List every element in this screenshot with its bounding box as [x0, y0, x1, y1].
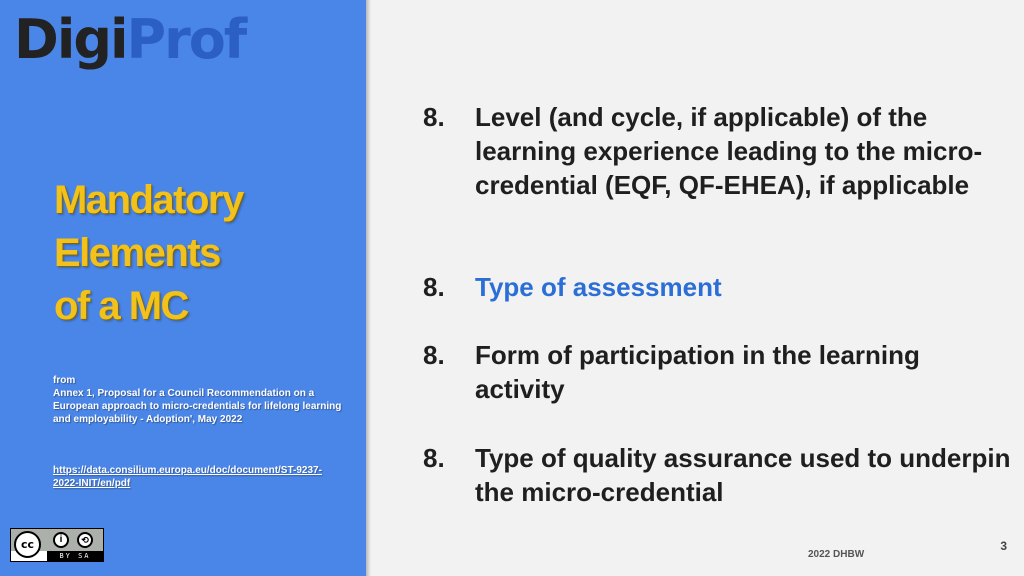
license-label: BY SA	[47, 551, 103, 561]
cc-icon: cc	[14, 531, 41, 558]
item-text: Level (and cycle, if applicable) of the learning experience leading to the micro-credential (EQF, QF-EHEA), if applicable	[475, 102, 983, 200]
title-line-1: Mandatory	[54, 178, 243, 222]
item-text: Form of participation in the learning activity	[475, 340, 920, 404]
source-from: from	[53, 375, 76, 386]
panel-divider	[366, 0, 371, 576]
item-text: Type of quality assurance used to underpin the micro-credential	[475, 443, 1011, 507]
title-line-2: Elements	[54, 231, 220, 275]
page-number: 3	[1000, 539, 1007, 553]
item-number: 8.	[423, 443, 445, 473]
digiprof-logo	[14, 4, 245, 76]
item-number: 8.	[423, 340, 445, 370]
by-icon: i	[53, 532, 69, 548]
item-number: 8.	[423, 272, 445, 302]
source-citation	[53, 374, 343, 426]
item-text-highlight: Type of assessment	[475, 272, 722, 302]
source-link[interactable]: https://data.consilium.europa.eu/doc/document/ST-9237-2022-INIT/en/pdf	[53, 465, 322, 489]
share-alike-icon: ⟲	[77, 532, 93, 548]
left-panel	[0, 0, 366, 576]
cc-license-badge[interactable]	[10, 528, 104, 562]
source-text: Annex 1, Proposal for a Council Recommendation on a European approach to micro-credentials for lifelong learning and employability - Adoption', May 2022	[53, 388, 342, 425]
slide-title	[54, 174, 243, 333]
logo-prof: Prof	[126, 8, 246, 71]
item-number: 8.	[423, 102, 445, 132]
title-line-3: of a MC	[54, 284, 188, 328]
logo-digi: Digi	[14, 8, 127, 71]
footer-text: 2022 DHBW	[808, 549, 865, 560]
